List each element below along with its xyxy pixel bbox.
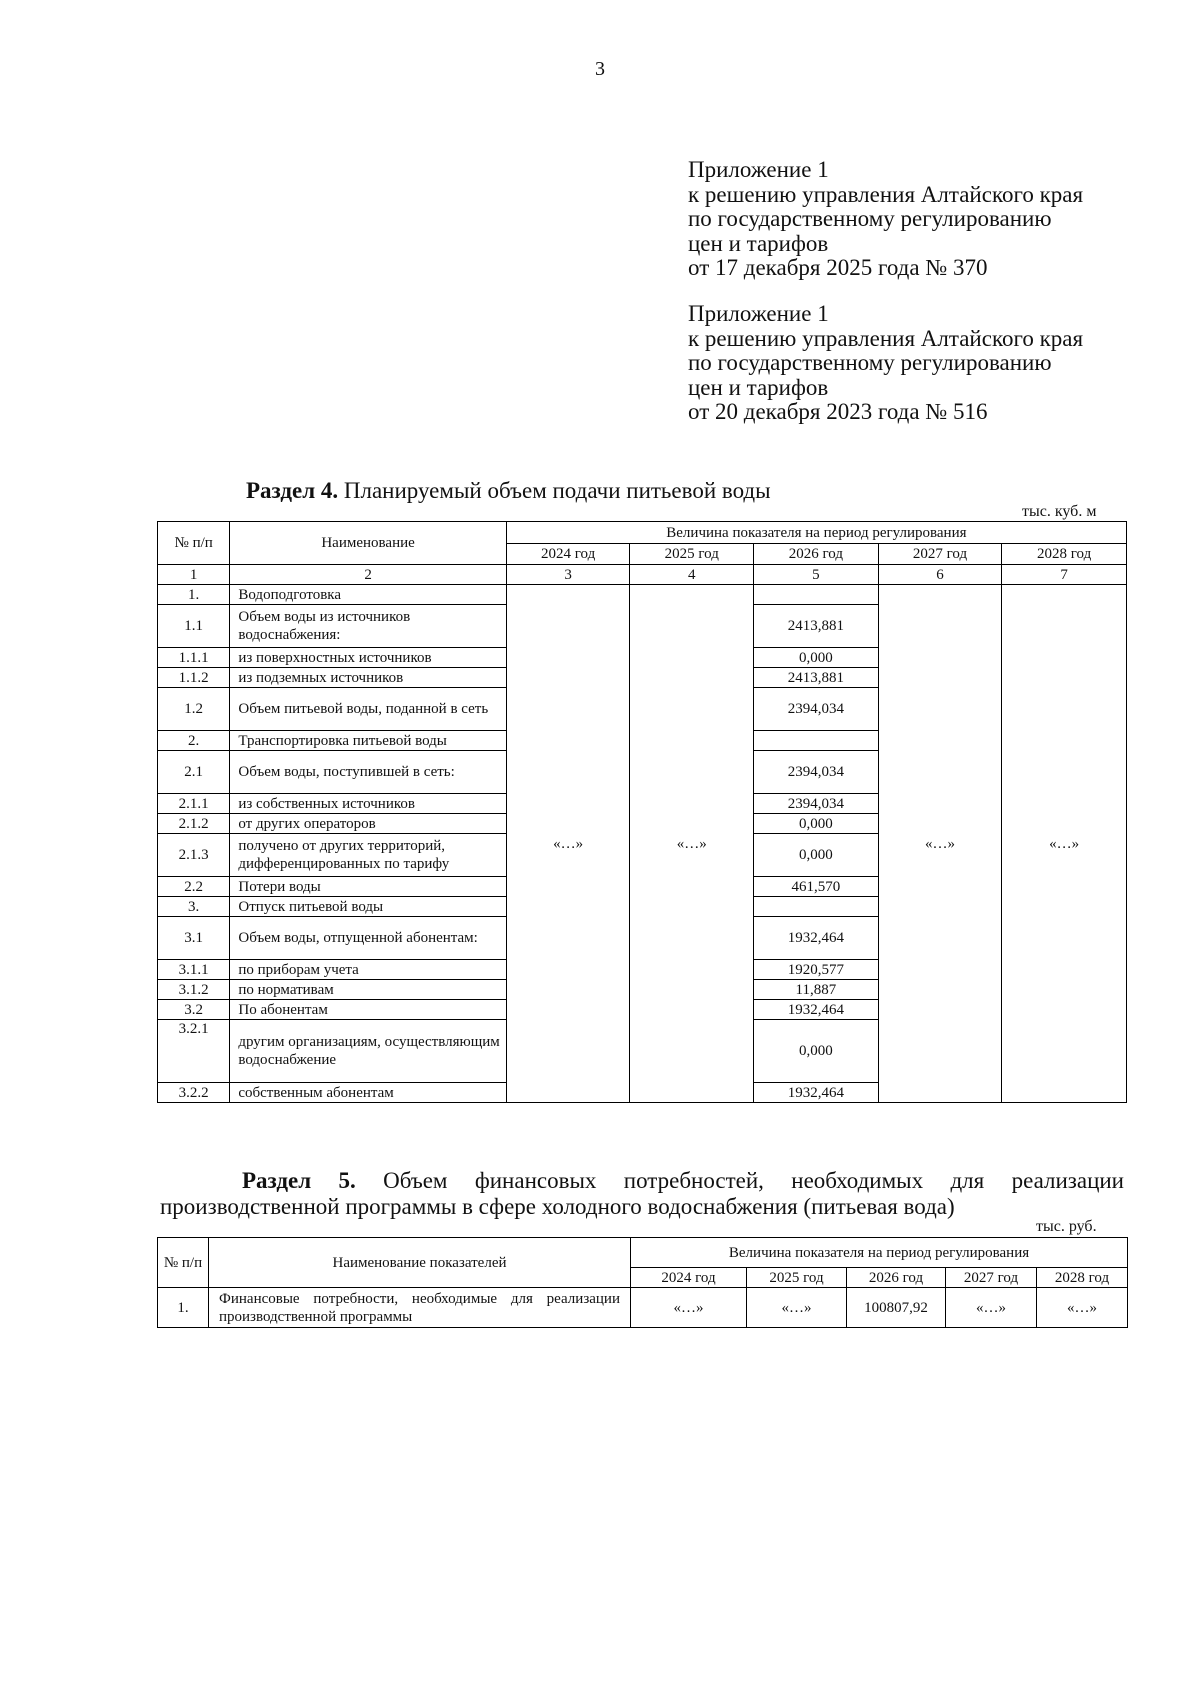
appendix-title: Приложение 1 <box>688 157 829 182</box>
row-num: 3.2.1 <box>158 1020 230 1083</box>
row-num: 1.2 <box>158 688 230 731</box>
row-name: по нормативам <box>230 980 506 1000</box>
row-name: по приборам учета <box>230 960 506 980</box>
omitted-2025: «…» <box>630 585 754 1103</box>
column-number: 2 <box>230 565 506 585</box>
value-2026: 11,887 <box>754 980 879 1000</box>
row-num: 2.1.2 <box>158 814 230 834</box>
row-num: 1. <box>158 585 230 605</box>
row-num: 2. <box>158 731 230 751</box>
row-num: 1.1 <box>158 605 230 648</box>
header-num: № п/п <box>158 1238 209 1288</box>
value-2026: 461,570 <box>754 877 879 897</box>
header-year: 2025 год <box>747 1268 847 1288</box>
row-name: от других операторов <box>230 814 506 834</box>
column-number: 7 <box>1002 565 1127 585</box>
row-name: Объем воды, поступившей в сеть: <box>230 751 506 794</box>
appendix-current <box>688 158 1083 281</box>
row-num: 3.1.1 <box>158 960 230 980</box>
row-num: 3.2.2 <box>158 1083 230 1103</box>
section4-table <box>157 521 1127 1103</box>
value-2024: «…» <box>631 1288 747 1328</box>
header-period: Величина показателя на период регулирования <box>631 1238 1128 1268</box>
table-row <box>158 1288 1128 1328</box>
value-2026: 2394,034 <box>754 794 879 814</box>
appendix-line: цен и тарифов <box>688 374 829 400</box>
row-name: Транспортировка питьевой воды <box>230 731 506 751</box>
value-2026: 0,000 <box>754 834 879 877</box>
value-2026: 2394,034 <box>754 751 879 794</box>
header-year: 2024 год <box>631 1268 747 1288</box>
row-name: Водоподготовка <box>230 585 506 605</box>
row-name: По абонентам <box>230 1000 506 1020</box>
header-year: 2027 год <box>878 544 1002 565</box>
appendix-date: от 20 декабря 2023 года № 516 <box>688 399 988 424</box>
appendix-line: по государственному регулированию <box>688 206 1052 231</box>
column-number: 3 <box>506 565 630 585</box>
row-name: Объем воды, отпущенной абонентам: <box>230 917 506 960</box>
header-year: 2027 год <box>946 1268 1037 1288</box>
value-2026: 2413,881 <box>754 605 879 648</box>
table-row <box>158 585 1127 605</box>
value-2026: 0,000 <box>754 648 879 668</box>
row-num: 2.1.1 <box>158 794 230 814</box>
row-num: 3.1.2 <box>158 980 230 1000</box>
row-name: Объем воды из источников водоснабжения: <box>230 605 506 648</box>
appendix-date: от 17 декабря 2025 года № 370 <box>688 255 988 280</box>
header-year: 2024 год <box>506 544 630 565</box>
row-name: Отпуск питьевой воды <box>230 897 506 917</box>
column-number: 6 <box>878 565 1002 585</box>
row-name: из поверхностных источников <box>230 648 506 668</box>
header-year: 2026 год <box>847 1268 946 1288</box>
row-num: 2.2 <box>158 877 230 897</box>
header-name: Наименование показателей <box>209 1238 631 1288</box>
section4-unit: тыс. куб. м <box>1022 503 1097 520</box>
row-num: 3.1 <box>158 917 230 960</box>
value-2026: 1920,577 <box>754 960 879 980</box>
value-2028: «…» <box>1037 1288 1128 1328</box>
row-name: из подземных источников <box>230 668 506 688</box>
row-num: 3. <box>158 897 230 917</box>
appendix-line: по государственному регулированию <box>688 350 1052 375</box>
value-2026: 1932,464 <box>754 1000 879 1020</box>
row-name: Финансовые потребности, необходимые для реализации производственной программы <box>209 1288 631 1328</box>
appendix-previous <box>688 302 1083 425</box>
value-2027: «…» <box>946 1288 1037 1328</box>
header-period: Величина показателя на период регулирования <box>506 522 1126 544</box>
column-number: 1 <box>158 565 230 585</box>
appendix-title: Приложение 1 <box>688 301 829 326</box>
row-num: 2.1.3 <box>158 834 230 877</box>
row-num: 1.1.1 <box>158 648 230 668</box>
header-year: 2025 год <box>630 544 754 565</box>
row-num: 2.1 <box>158 751 230 794</box>
appendix-line: цен и тарифов <box>688 230 829 256</box>
appendix-line: к решению управления Алтайского края <box>688 325 1084 351</box>
row-num: 1. <box>158 1288 209 1328</box>
omitted-2028: «…» <box>1002 585 1127 1103</box>
value-2026 <box>754 897 879 917</box>
row-name: из собственных источников <box>230 794 506 814</box>
value-2026: 0,000 <box>754 814 879 834</box>
header-year: 2028 год <box>1002 544 1127 565</box>
column-number: 4 <box>630 565 754 585</box>
value-2026: 2394,034 <box>754 688 879 731</box>
row-name: получено от других территорий, дифференцированных по тарифу <box>230 834 506 877</box>
section5-title: Раздел 5. Объем финансовых потребностей, необходимых для реализации производственной программы в сфере холодного водоснабжения (питьевая вода) <box>160 1168 1124 1219</box>
value-2026: 0,000 <box>754 1020 879 1083</box>
row-name: Потери воды <box>230 877 506 897</box>
value-2025: «…» <box>747 1288 847 1328</box>
section4-title: Раздел 4. Планируемый объем подачи питьевой воды <box>246 478 771 503</box>
value-2026: 1932,464 <box>754 917 879 960</box>
value-2026: 2413,881 <box>754 668 879 688</box>
row-num: 3.2 <box>158 1000 230 1020</box>
appendix-line: к решению управления Алтайского края <box>688 181 1084 207</box>
value-2026: 100807,92 <box>847 1288 946 1328</box>
omitted-2024: «…» <box>506 585 630 1103</box>
section5-unit: тыс. руб. <box>1036 1218 1097 1235</box>
header-year: 2026 год <box>754 544 879 565</box>
row-name: другим организациям, осуществляющим водоснабжение <box>230 1020 506 1083</box>
row-name: собственным абонентам <box>230 1083 506 1103</box>
value-2026 <box>754 585 879 605</box>
row-name: Объем питьевой воды, поданной в сеть <box>230 688 506 731</box>
header-num: № п/п <box>158 522 230 565</box>
column-number: 5 <box>754 565 879 585</box>
value-2026: 1932,464 <box>754 1083 879 1103</box>
page-number: 3 <box>595 58 605 80</box>
header-year: 2028 год <box>1037 1268 1128 1288</box>
value-2026 <box>754 731 879 751</box>
omitted-2027: «…» <box>878 585 1002 1103</box>
header-name: Наименование <box>230 522 506 565</box>
row-num: 1.1.2 <box>158 668 230 688</box>
section5-table <box>157 1237 1128 1328</box>
